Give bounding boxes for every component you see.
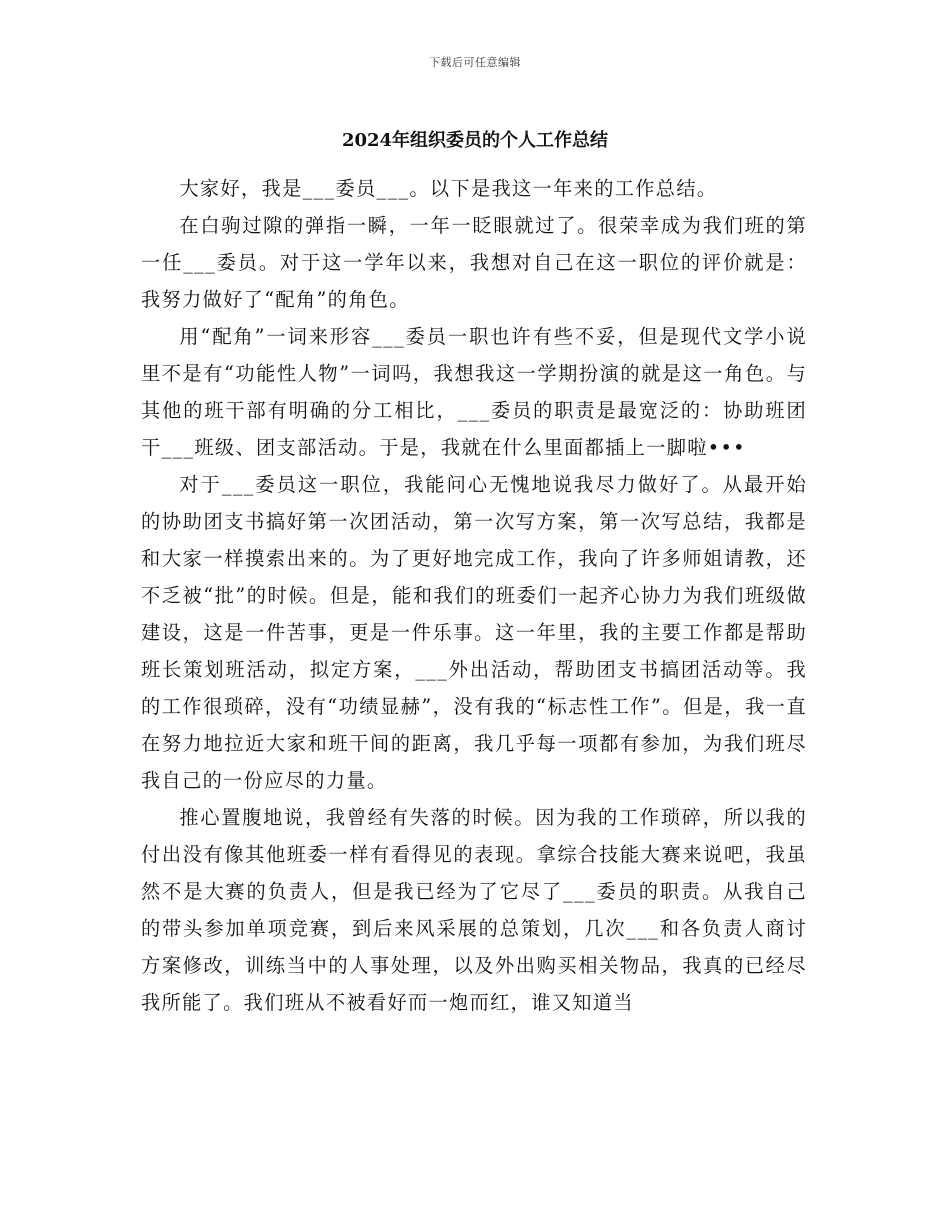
paragraph: 对于___委员这一职位，我能问心无愧地说我尽力做好了。从最开始的协助团支书搞好第一次团活动，第一次写方案，第一次写总结，我都是和大家一样摸索出来的。为了更好地完成工作，我向了许多师姐请教，还不乏被“批”的时候。但是，能和我们的班委们一起齐心协力为我们班级做建设，这是一件苦事，更是一件乐事。这一年里，我的主要工作都是帮助班长策划班活动，拟定方案，___外出活动，帮助团支书搞团活动等。我的工作很琐碎，没有“功绩显赫”，没有我的“标志性工作”。但是，我一直在努力地拉近大家和班干间的距离，我几乎每一项都有参加，为我们班尽我自己的一份应尽的力量。: [141, 473, 807, 792]
paragraph: 在白驹过隙的弹指一瞬，一年一眨眼就过了。很荣幸成为我们班的第一任___委员。对于这一学年以来，我想对自己在这一职位的评价就是：我努力做好了“配角”的角色。: [141, 214, 807, 311]
page-header-note: 下载后可任意编辑: [429, 56, 521, 69]
paragraph: 用“配角”一词来形容___委员一职也许有些不妥，但是现代文学小说里不是有“功能性人物”一词吗，我想我这一学期扮演的就是这一角色。与其他的班干部有明确的分工相比，___委员的职责是最宽泛的：协助班团干___班级、团支部活动。于是，我就在什么里面都插上一脚啦•••: [141, 325, 807, 459]
document-body: [141, 170, 807, 1021]
paragraph: 大家好，我是___委员___。以下是我这一年来的工作总结。: [179, 177, 718, 200]
paragraph: 推心置腹地说，我曾经有失落的时候。因为我的工作琐碎，所以我的付出没有像其他班委一样有看得见的表现。拿综合技能大赛来说吧，我虽然不是大赛的负责人，但是我已经为了它尽了___委员的职责。从我自己的带头参加单项竞赛，到后来风采展的总策划，几次___和各负责人商讨方案修改，训练当中的人事处理，以及外出购买相关物品，我真的已经尽我所能了。我们班从不被看好而一炮而红，谁又知道当: [141, 806, 807, 1014]
document-title: 2024年组织委员的个人工作总结: [341, 130, 609, 151]
